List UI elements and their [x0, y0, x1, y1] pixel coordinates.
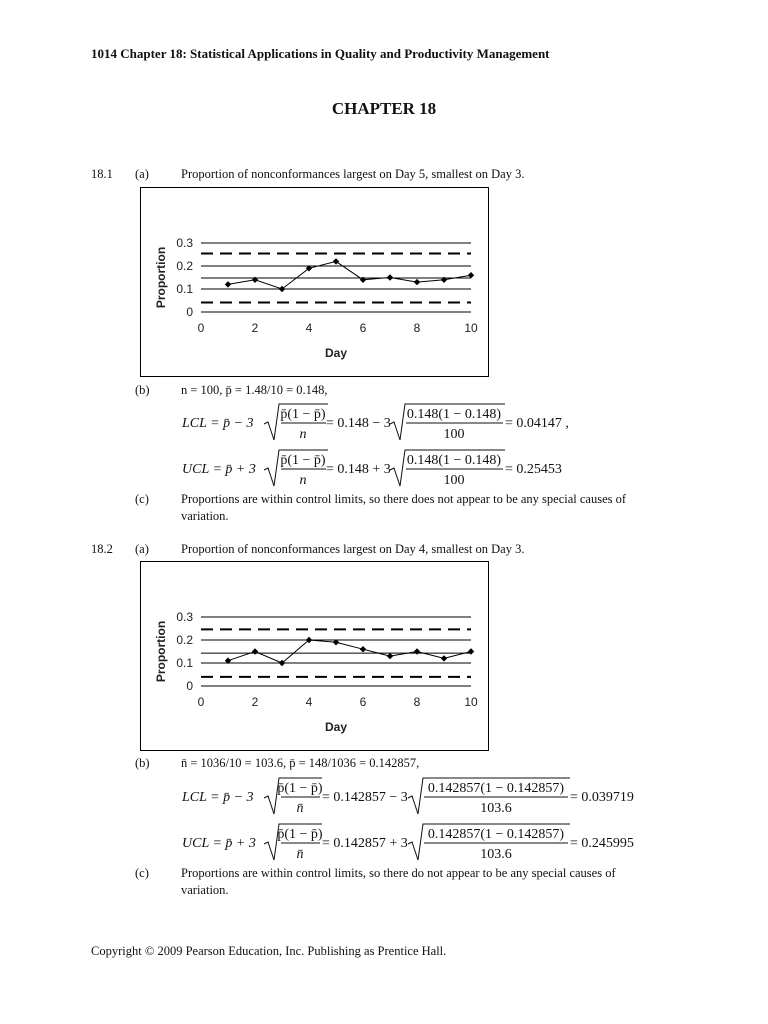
ucl-middle: = 0.142857 + 3 — [322, 836, 408, 851]
data-point — [414, 648, 420, 654]
p-chart-svg — [141, 188, 488, 376]
part-c-text: Proportions are within control limits, so there do not appear to be any special causes of variation. — [181, 866, 616, 897]
ucl-lhs: UCL = p̄ + 3 — [182, 462, 256, 477]
data-point — [252, 648, 258, 654]
fraction-denominator: n̄ — [296, 801, 304, 816]
part-c-text: Proportions are within control limits, so there does not appear to be any special causes of variation. — [181, 492, 627, 523]
fraction-numerator: 0.148(1 − 0.148) — [406, 453, 502, 468]
control-limit-equations — [180, 774, 650, 864]
control-limit-equations — [180, 400, 600, 490]
part-b-text: n = 100, p̄ = 1.48/10 = 0.148, — [181, 383, 328, 397]
fraction-denominator: 100 — [443, 427, 465, 442]
y-tick-label: 0.3 — [176, 610, 193, 624]
data-point — [360, 646, 366, 652]
x-tick-label: 4 — [305, 321, 313, 335]
x-axis-label: Day — [324, 720, 348, 734]
ucl-result: = 0.245995 — [570, 836, 634, 851]
problem-number: 18.1 — [91, 167, 113, 181]
y-axis-label: Proportion — [154, 620, 168, 683]
ucl-result: = 0.25453 — [505, 462, 562, 477]
x-tick-label: 6 — [359, 321, 367, 335]
part-label: (a) — [135, 167, 149, 181]
y-tick-label: 0.3 — [176, 236, 193, 250]
y-tick-label: 0 — [186, 305, 193, 319]
lcl-result: = 0.039719 — [570, 790, 634, 805]
problem-number: 18.2 — [91, 542, 113, 556]
lcl-result: = 0.04147 , — [505, 416, 569, 431]
part-a-text: Proportion of nonconformances largest on Day 5, smallest on Day 3. — [181, 167, 525, 181]
part-label: (c) — [135, 866, 149, 880]
y-tick-label: 0.2 — [176, 259, 193, 273]
part-label: (b) — [135, 756, 150, 770]
y-tick-label: 0.2 — [176, 633, 193, 647]
part-b-text: n̄ = 1036/10 = 103.6, p̄ = 148/1036 = 0.142857, — [181, 756, 420, 770]
x-tick-label: 4 — [305, 695, 313, 709]
fraction-denominator: 103.6 — [480, 847, 512, 862]
data-point — [441, 655, 447, 661]
lcl-lhs: LCL = p̄ − 3 — [182, 416, 254, 431]
data-point — [414, 279, 420, 285]
x-tick-label: 2 — [251, 321, 259, 335]
control-chart — [140, 187, 489, 377]
lcl-middle: = 0.148 − 3 — [326, 416, 391, 431]
lcl-middle: = 0.142857 − 3 — [322, 790, 408, 805]
fraction-numerator: 0.142857(1 − 0.142857) — [427, 781, 565, 796]
fraction-numerator: p̄(1 − p̄) — [277, 827, 323, 842]
fraction-denominator: 100 — [443, 473, 465, 488]
y-axis-label: Proportion — [154, 246, 168, 309]
x-tick-label: 8 — [413, 321, 421, 335]
part-a-text: Proportion of nonconformances largest on Day 4, smallest on Day 3. — [181, 542, 525, 556]
ucl-middle: = 0.148 + 3 — [326, 462, 391, 477]
x-tick-label: 10 — [464, 695, 478, 709]
lcl-lhs: LCL = p̄ − 3 — [182, 790, 254, 805]
ucl-lhs: UCL = p̄ + 3 — [182, 836, 256, 851]
fraction-numerator: p̄(1 − p̄) — [280, 453, 326, 468]
x-axis-label: Day — [324, 346, 348, 360]
x-tick-label: 10 — [464, 321, 478, 335]
data-point — [468, 272, 474, 278]
fraction-denominator: n — [299, 427, 307, 442]
proportion-line — [228, 640, 471, 663]
x-tick-label: 8 — [413, 695, 421, 709]
x-tick-label: 0 — [197, 695, 205, 709]
x-tick-label: 2 — [251, 695, 259, 709]
part-label: (b) — [135, 383, 150, 397]
fraction-numerator: p̄(1 − p̄) — [277, 781, 323, 796]
running-header: 1014 Chapter 18: Statistical Applications in Quality and Productivity Management — [91, 46, 550, 61]
data-point — [333, 258, 339, 264]
x-tick-label: 0 — [197, 321, 205, 335]
fraction-denominator: n̄ — [296, 847, 304, 862]
chapter-title: CHAPTER 18 — [331, 99, 437, 118]
y-tick-label: 0 — [186, 679, 193, 693]
control-chart — [140, 561, 489, 751]
fraction-denominator: 103.6 — [480, 801, 512, 816]
fraction-denominator: n — [299, 473, 307, 488]
data-point — [468, 648, 474, 654]
x-tick-label: 6 — [359, 695, 367, 709]
copyright-footer: Copyright © 2009 Pearson Education, Inc. Publishing as Prentice Hall. — [91, 944, 447, 958]
data-point — [387, 653, 393, 659]
fraction-numerator: 0.142857(1 − 0.142857) — [427, 827, 565, 842]
data-point — [225, 281, 231, 287]
part-label: (a) — [135, 542, 149, 556]
p-chart-svg — [141, 562, 488, 750]
fraction-numerator: 0.148(1 − 0.148) — [406, 407, 502, 422]
y-tick-label: 0.1 — [176, 656, 193, 670]
fraction-numerator: p̄(1 − p̄) — [280, 407, 326, 422]
y-tick-label: 0.1 — [176, 282, 193, 296]
part-label: (c) — [135, 492, 149, 506]
